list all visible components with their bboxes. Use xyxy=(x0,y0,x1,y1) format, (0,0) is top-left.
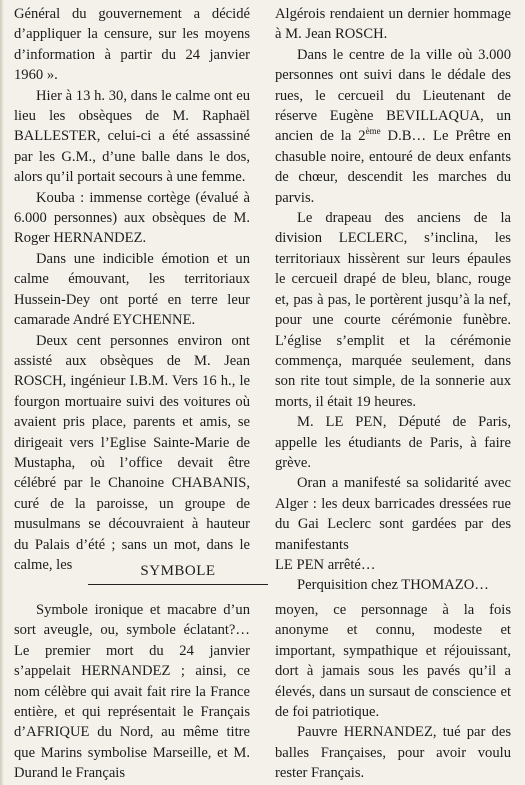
paragraph: Perquisition chez THOMAZO… xyxy=(297,577,489,594)
section-heading-wrap xyxy=(88,562,268,580)
paragraph: Général du gouvernement a décidé d’appliquer la censure, sur les moyens d’information à partir du 24 janvier 1960 ». xyxy=(14,6,250,84)
paragraph: Symbole ironique et macabre d’un sort aveugle, ou, symbole éclatant?… Le premier mort du 24 janvier s’appelait HERNANDEZ ; ainsi, ce nom célèbre qui avait fait rire la France entière, et qui représentait le Français d’AFRIQUE du Nord, au même titre que Marins symbolise Marseille, et M. Durand le Français xyxy=(14,602,250,782)
column-bottom-left xyxy=(14,600,250,784)
paragraph: Dans une indicible émotion et un calme émouvant, les territoriaux Hussein-Dey ont porté en terre leur camarade André EYCHENNE. xyxy=(14,250,250,329)
paragraph: LE PEN arrêté… xyxy=(275,556,376,573)
paragraph: Hier à 13 h. 30, dans le calme ont eu lieu les obsèques de M. Raphaël BALLESTER, celui-ci a été assassiné par les G.M., d’une balle dans le dos, alors qu’il portait secours à une femme. xyxy=(14,87,250,186)
paragraph: Oran a manifesté sa solidarité avec Alger : les deux barricades dressées rue du Gai Leclerc sont gardées par des manifestants xyxy=(275,475,511,553)
heading-underline xyxy=(88,584,268,585)
paragraph: M. LE PEN, Député de Paris, appelle les étudiants de Paris, à faire grève. xyxy=(275,414,511,471)
column-bottom-right xyxy=(275,600,511,784)
paragraph: Algérois rendaient un dernier hommage à M. Jean ROSCH. xyxy=(275,6,511,43)
section-heading: SYMBOLE xyxy=(140,563,216,579)
column-top-right xyxy=(275,4,511,596)
paragraph: Kouba : immense cortège (évalué à 6.000 personnes) aux obsèques de M. Roger HERNANDEZ. xyxy=(14,189,250,247)
column-top-left xyxy=(14,4,250,575)
paragraph: Deux cent personnes environ ont assisté aux obsèques de M. Jean ROSCH, ingénieur I.B.M. Vers 16 h., le fourgon mortuaire suivi des voitures où avaient pris place, parents et amis, se dirigeait vers l’Eglise Sainte-Marie de Mustapha, où l’office devait être célébré par le Chanoine CHABANIS, curé de la paroisse, un groupe de musulmans se découvraient à hauteur du Palais d’été ; sans un mot, dans le calme, les xyxy=(14,332,250,573)
paragraph: Le drapeau des anciens de la division LECLERC, s’inclina, les territoriaux hissèrent sur leurs épaules le cercueil drapé de bleu, blanc, rouge et, pas à pas, le portèrent jusqu’à la nef, pour une courte cérémonie funèbre. L’église s’emplit et la cérémonie commença, marquée seulement, dans son rite tout simple, de la sonnerie aux morts, il était 19 heures. xyxy=(275,210,511,410)
paragraph: Pauvre HERNANDEZ, tué par des balles Françaises, pour avoir voulu rester Français. xyxy=(275,724,511,782)
paragraph: Dans le centre de la ville où 3.000 personnes ont suivi dans le dédale des rues, le cercueil du Lieutenant de réserve Eugène BEVILLAQUA, un ancien de la 2ème D.B… Le Prêtre en chasuble noire, entouré de deux enfants de chœur, descendit les marches du parvis. xyxy=(275,46,511,206)
scan-edge-shadow xyxy=(0,0,4,785)
paragraph: moyen, ce personnage à la fois anonyme et connu, modeste et important, sympathique et réjouissant, dort à jamais sous les pavés qu’il a élevés, dans un sursaut de conscience et de foi patriotique. xyxy=(275,602,511,721)
